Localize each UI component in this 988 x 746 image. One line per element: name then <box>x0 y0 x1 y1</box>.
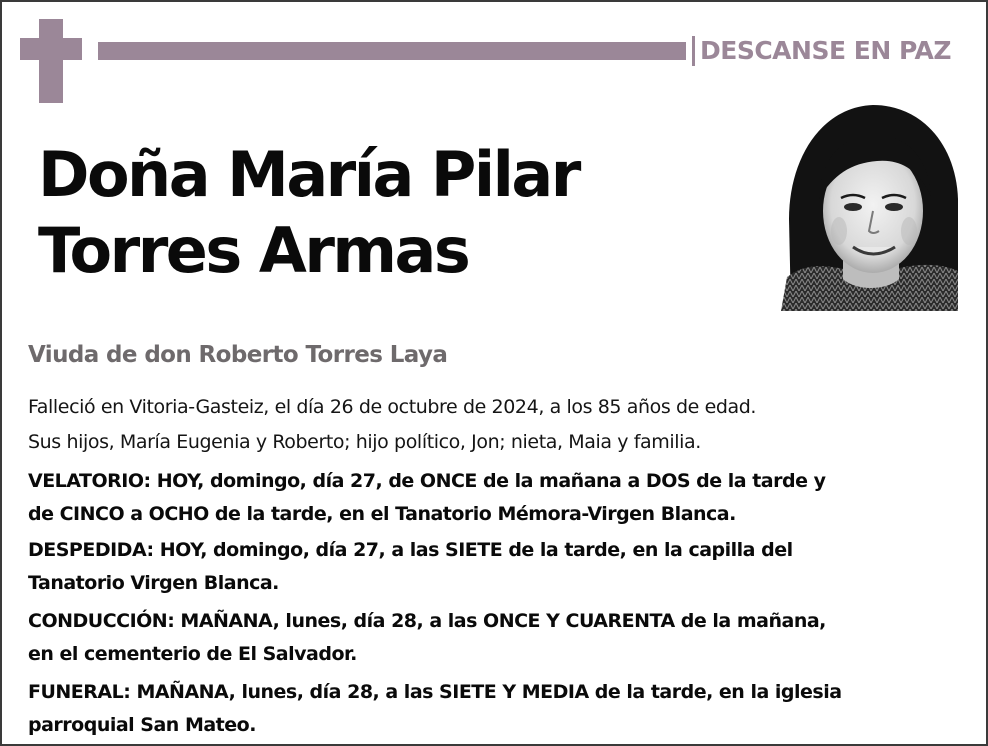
header-bar <box>98 42 686 60</box>
family-text: Sus hijos, María Eugenia y Roberto; hijo político, Jon; nieta, Maia y familia. <box>28 431 701 453</box>
cross-icon-bar <box>20 38 82 60</box>
deceased-name <box>38 137 758 289</box>
funeral-line2: parroquial San Mateo. <box>28 714 256 736</box>
deceased-name-line2: Torres Armas <box>38 214 469 287</box>
conduccion-notice <box>28 605 968 671</box>
widow-subtitle: Viuda de don Roberto Torres Laya <box>28 342 448 368</box>
deceased-name-line1: Doña María Pilar <box>38 138 579 211</box>
funeral-notice <box>28 676 968 742</box>
deceased-portrait <box>781 99 958 311</box>
velatorio-line1: VELATORIO: HOY, domingo, día 27, de ONCE de la mañana a DOS de la tarde y <box>28 470 826 492</box>
despedida-line2: Tanatorio Virgen Blanca. <box>28 572 279 594</box>
velatorio-notice <box>28 465 968 531</box>
velatorio-line2: de CINCO a OCHO de la tarde, en el Tanatorio Mémora-Virgen Blanca. <box>28 503 736 525</box>
rip-heading: DESCANSE EN PAZ <box>700 36 951 65</box>
conduccion-line2: en el cementerio de El Salvador. <box>28 643 357 665</box>
funeral-line1: FUNERAL: MAÑANA, lunes, día 28, a las SIETE Y MEDIA de la tarde, en la iglesia <box>28 681 842 703</box>
despedida-notice <box>28 534 968 600</box>
conduccion-line1: CONDUCCIÓN: MAÑANA, lunes, día 28, a las ONCE Y CUARENTA de la mañana, <box>28 610 826 632</box>
death-notice-text: Falleció en Vitoria-Gasteiz, el día 26 de octubre de 2024, a los 85 años de edad. <box>28 396 757 418</box>
despedida-line1: DESPEDIDA: HOY, domingo, día 27, a las SIETE de la tarde, en la capilla del <box>28 539 793 561</box>
cross-icon <box>39 19 63 103</box>
header-divider <box>692 36 695 66</box>
